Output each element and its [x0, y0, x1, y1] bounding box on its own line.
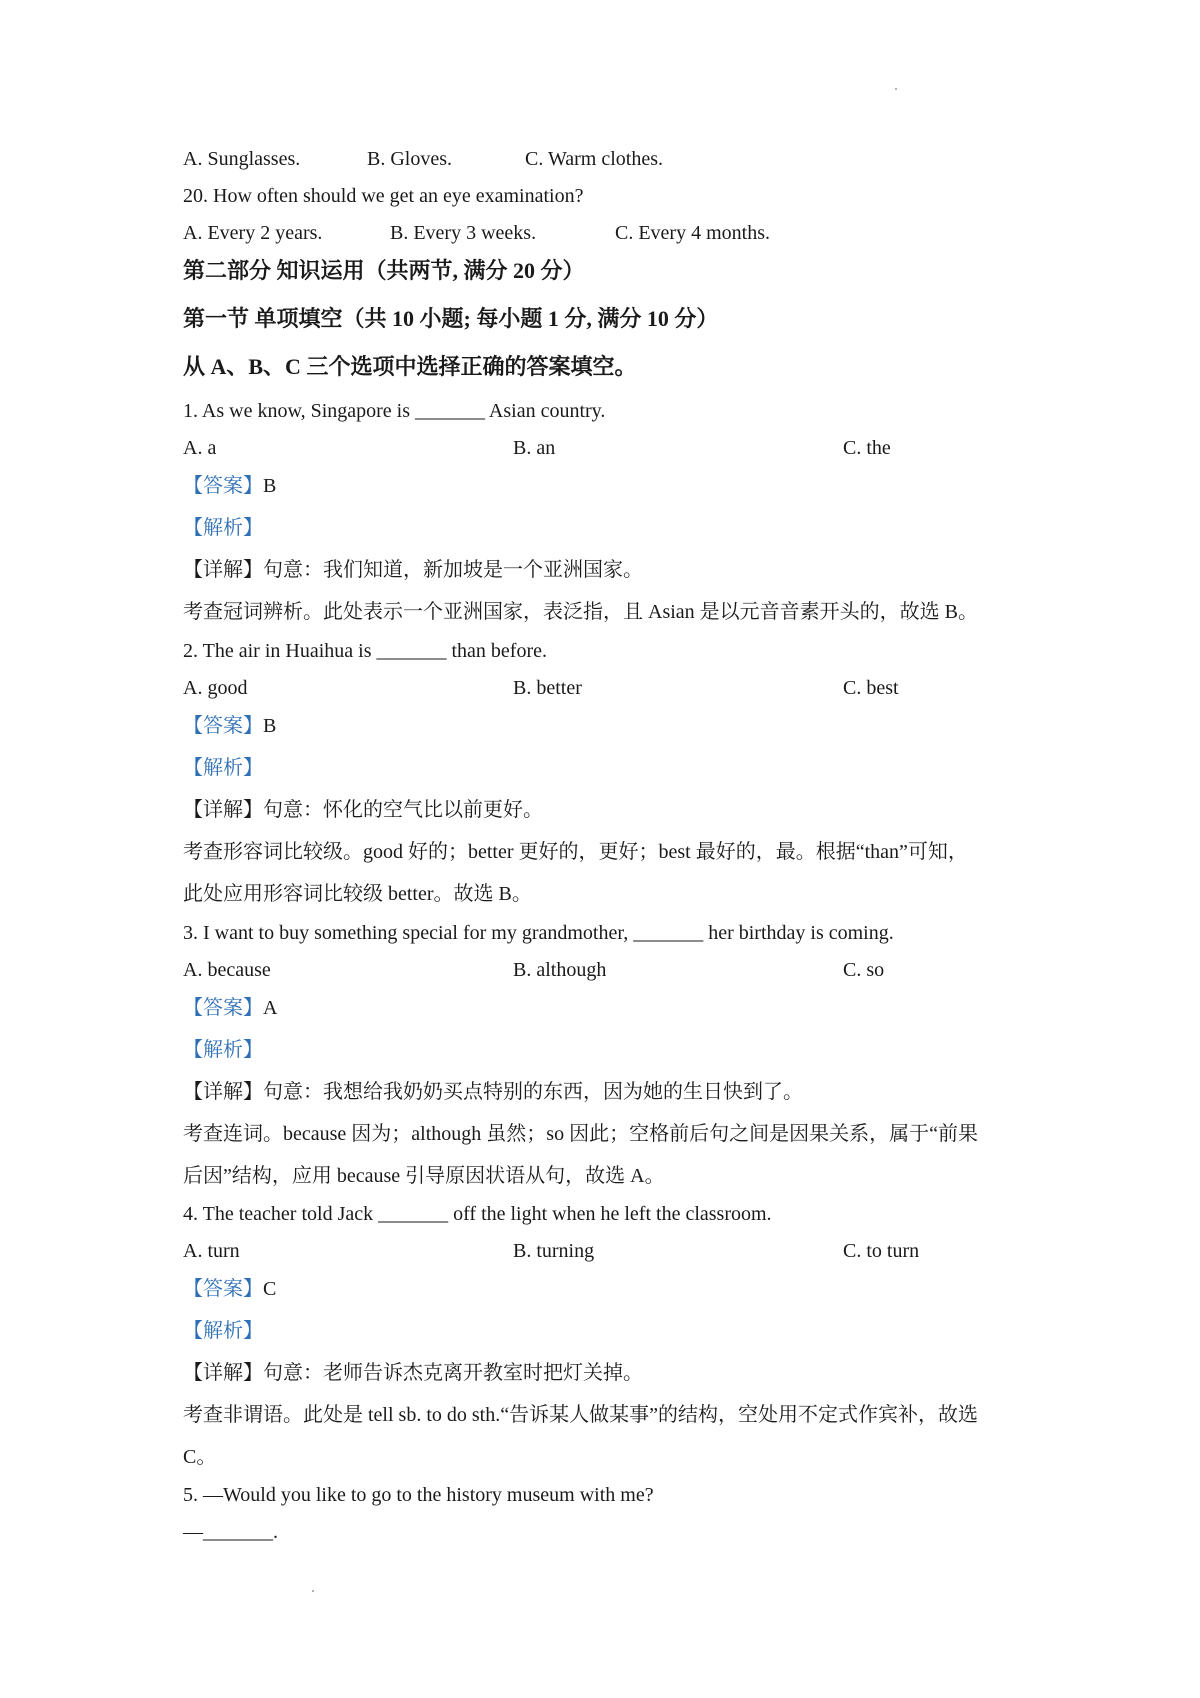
analysis-tag: 【解析】: [183, 1320, 263, 1342]
option-c: C. to turn: [843, 1240, 920, 1262]
question-5: 5. —Would you like to go to the history museum with me?: [183, 1484, 654, 1506]
question-2: 2. The air in Huaihua is _______ than before.: [183, 640, 547, 662]
option-b: B. better: [513, 677, 582, 699]
answer-value: A: [263, 997, 278, 1019]
analysis-tag: 【解析】: [183, 1039, 263, 1061]
detail-text: 句意：怀化的空气比以前更好。: [263, 799, 543, 821]
option-a: A. Sunglasses.: [183, 148, 301, 170]
scan-dot: [312, 1590, 314, 1592]
option-c: C. best: [843, 677, 899, 699]
answer-value: B: [263, 715, 277, 737]
question-4-options: [183, 1238, 983, 1264]
answer-value: B: [263, 475, 277, 497]
option-b: B. Gloves.: [367, 148, 452, 170]
scan-dot: [895, 88, 897, 90]
option-b: B. although: [513, 959, 607, 981]
detail-1: [183, 557, 643, 583]
option-b: B. an: [513, 437, 556, 459]
explain-4-line-2: C。: [183, 1446, 217, 1468]
answer-value: C: [263, 1278, 277, 1300]
option-a: A. because: [183, 959, 271, 981]
question-3-options: [183, 957, 983, 983]
question-1-options: [183, 435, 983, 461]
answer-tag: 【答案】: [183, 997, 263, 1019]
detail-tag: 【详解】: [183, 559, 263, 581]
subsection-heading: 第一节 单项填空（共 10 小题; 每小题 1 分, 满分 10 分）: [183, 306, 719, 331]
explain-3-line-1: 考查连词。because 因为；although 虽然；so 因此；空格前后句之间是因果关系，属于“前果: [183, 1123, 978, 1145]
explain-4-line-1: 考查非谓语。此处是 tell sb. to do sth.“告诉某人做某事”的结构，空处用不定式作宾补，故选: [183, 1404, 978, 1426]
option-c: C. the: [843, 437, 891, 459]
option-c: C. Warm clothes.: [525, 148, 663, 170]
detail-4: [183, 1360, 643, 1386]
option-c: C. so: [843, 959, 885, 981]
question-5-reply: —_______.: [183, 1521, 278, 1543]
question-2-options: [183, 675, 983, 701]
detail-tag: 【详解】: [183, 1081, 263, 1103]
analysis-tag: 【解析】: [183, 757, 263, 779]
option-a: A. Every 2 years.: [183, 222, 323, 244]
option-a: A. good: [183, 677, 248, 699]
detail-text: 句意：老师告诉杰克离开教室时把灯关掉。: [263, 1362, 643, 1384]
q20-options: [183, 220, 983, 246]
detail-tag: 【详解】: [183, 1362, 263, 1384]
option-a: A. turn: [183, 1240, 240, 1262]
option-a: A. a: [183, 437, 217, 459]
option-b: B. turning: [513, 1240, 595, 1262]
answer-tag: 【答案】: [183, 475, 263, 497]
instructions: 从 A、B、C 三个选项中选择正确的答案填空。: [183, 354, 637, 379]
explain-2-line-1: 考查形容词比较级。good 好的；better 更好的，更好；best 最好的，最。根据“than”可知，: [183, 841, 968, 863]
explain-2-line-2: 此处应用形容词比较级 better。故选 B。: [183, 883, 532, 905]
analysis-tag: 【解析】: [183, 517, 263, 539]
question-4: 4. The teacher told Jack _______ off the light when he left the classroom.: [183, 1203, 772, 1225]
detail-3: [183, 1079, 803, 1105]
q20-text: 20. How often should we get an eye examination?: [183, 185, 584, 207]
detail-2: [183, 797, 543, 823]
question-1: 1. As we know, Singapore is _______ Asian country.: [183, 400, 606, 422]
q19-options: [183, 146, 983, 172]
option-b: B. Every 3 weeks.: [390, 222, 537, 244]
detail-tag: 【详解】: [183, 799, 263, 821]
answer-1: [183, 473, 276, 499]
answer-4: [183, 1276, 276, 1302]
question-3: 3. I want to buy something special for my grandmother, _______ her birthday is coming.: [183, 922, 894, 944]
answer-tag: 【答案】: [183, 1278, 263, 1300]
detail-text: 句意：我们知道，新加坡是一个亚洲国家。: [263, 559, 643, 581]
option-c: C. Every 4 months.: [615, 222, 770, 244]
detail-text: 句意：我想给我奶奶买点特别的东西，因为她的生日快到了。: [263, 1081, 803, 1103]
explain-1-line-1: 考查冠词辨析。此处表示一个亚洲国家，表泛指，且 Asian 是以元音音素开头的，故选 B。: [183, 601, 978, 623]
answer-3: [183, 995, 277, 1021]
section-heading: 第二部分 知识运用（共两节, 满分 20 分）: [183, 258, 585, 283]
answer-tag: 【答案】: [183, 715, 263, 737]
explain-3-line-2: 后因”结构，应用 because 引导原因状语从句，故选 A。: [183, 1165, 665, 1187]
answer-2: [183, 713, 276, 739]
